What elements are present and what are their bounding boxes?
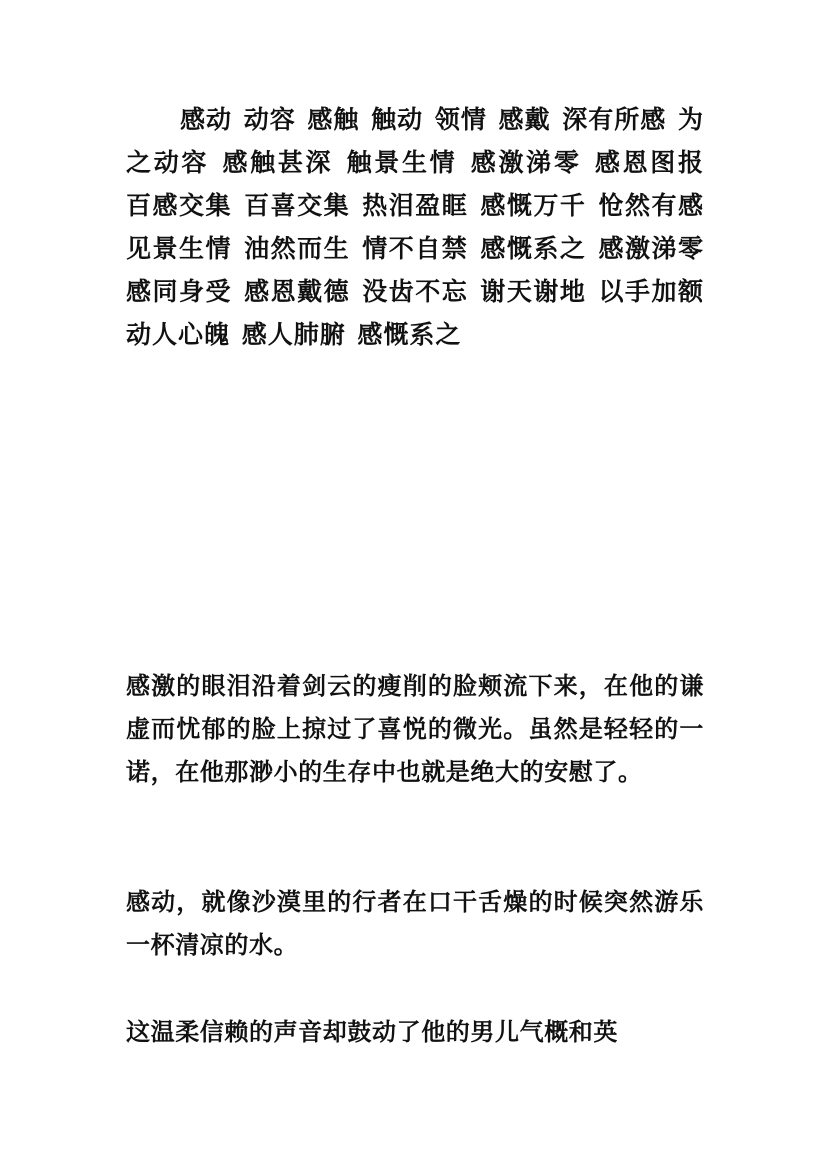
paragraph-tears-of-gratitude: 感激的眼泪沿着剑云的瘦削的脸颊流下来，在他的谦虚而忧郁的脸上掠过了喜悦的微光。虽然是轻轻的一诺，在他那渺小的生存中也就是绝大的安慰了。 xyxy=(126,671,704,786)
paragraph-desert-traveler: 感动，就像沙漠里的行者在口干舌燥的时候突然游乐一杯清凉的水。 xyxy=(126,887,704,959)
vocabulary-list: 感动 动容 感触 触动 领情 感戴 深有所感 为之动容 感触甚深 触景生情 感激涕零 感恩图报 百感交集 百喜交集 热泪盈眶 感慨万千 怆然有感 见景生情 油然而生 情不自禁 感慨系之 感激涕零 感同身受 感恩戴德 没齿不忘 谢天谢地 以手加额 动人心魄 感人肺腑 感慨系之 xyxy=(126,105,704,349)
paragraph-gentle-voice: 这温柔信赖的声音却鼓动了他的男儿气概和英 xyxy=(126,1017,618,1046)
